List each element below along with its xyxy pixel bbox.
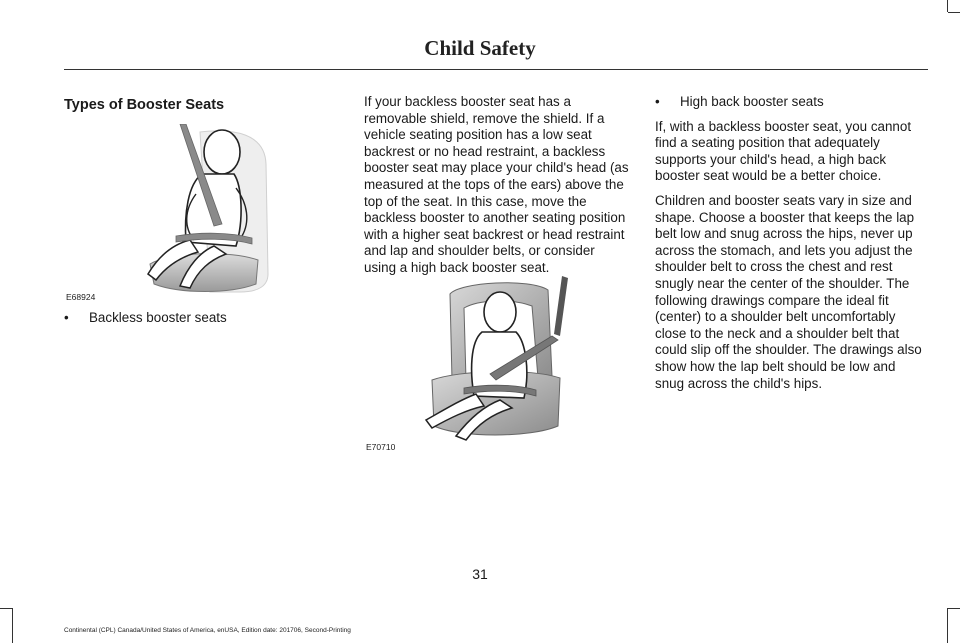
bullet-mark: • bbox=[64, 310, 69, 325]
page-number: 31 bbox=[472, 566, 488, 582]
body-paragraph: Children and booster seats vary in size and shape. Choose a booster that keeps the lap belt low and snug across the hips, never up across the stomach, and lets you adjust the shoulder belt to cross the chest and rest snugly near the center of the shoulder. The following drawings compare the ideal fit (center) to a shoulder belt uncomfortably close to the neck and a shoulder belt that could slip off the shoulder. The drawings also show how the lap belt should be low and snug across the child's hips. bbox=[655, 192, 922, 391]
body-paragraph: If, with a backless booster seat, you cannot find a seating position that adequately supports your child's head, a high back booster seat would be a better choice. bbox=[655, 118, 912, 184]
right-column bbox=[655, 94, 927, 392]
page-title: Child Safety bbox=[424, 36, 536, 60]
figure-code: E68924 bbox=[66, 292, 96, 302]
list-item bbox=[655, 94, 927, 111]
crop-mark bbox=[947, 0, 948, 12]
body-paragraph: If your backless booster seat has a removable shield, remove the shield. If a vehicle seating position has a low seat backrest or no head restraint, a backless booster seat may place your child's head (as measured at the tops of the ears) above the top of the seat. In this case, move the backless booster to another seating position with a higher seat backrest or head restraint and lap and shoulder belts, or consider using a high back booster seat. bbox=[364, 94, 629, 275]
section-heading: Types of Booster Seats bbox=[64, 97, 225, 113]
middle-column bbox=[364, 94, 630, 452]
title-divider bbox=[64, 69, 928, 70]
crop-mark bbox=[948, 608, 960, 609]
crop-mark bbox=[12, 608, 13, 643]
list-item bbox=[64, 310, 274, 327]
list-item-text: High back booster seats bbox=[680, 94, 824, 109]
bullet-mark: • bbox=[655, 94, 660, 109]
list-item-text: Backless booster seats bbox=[89, 310, 227, 325]
crop-mark bbox=[0, 608, 12, 609]
crop-mark bbox=[947, 608, 948, 643]
figure-code: E70710 bbox=[366, 442, 396, 452]
high-back-booster-illustration bbox=[420, 276, 570, 442]
crop-mark bbox=[948, 12, 960, 13]
backless-booster-illustration bbox=[140, 124, 270, 296]
edition-footer: Continental (CPL) Canada/United States of America, enUSA, Edition date: 201706, Second-Printing bbox=[64, 627, 351, 634]
